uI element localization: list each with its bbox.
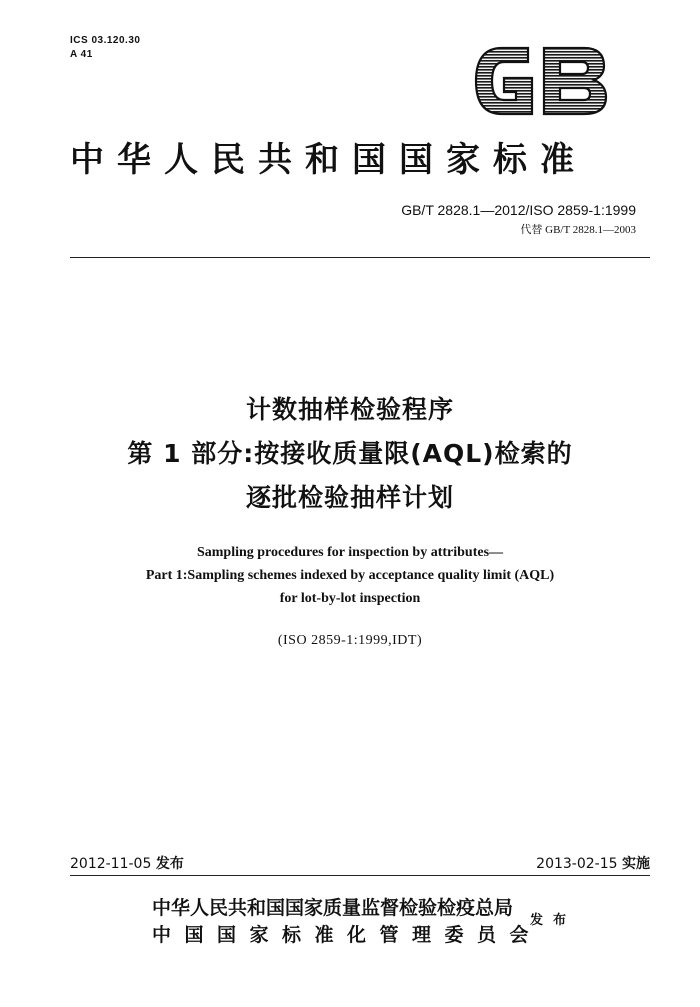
gb-logo	[470, 42, 612, 120]
header-divider	[70, 257, 650, 258]
english-title-line-1: Sampling procedures for inspection by attributes—	[196, 545, 504, 560]
chinese-title-line-3: 逐批检验抽样计划	[245, 483, 454, 512]
implement-date-block	[536, 853, 650, 873]
standard-type-heading: 中华人民共和国国家标准	[70, 140, 587, 180]
issue-date-block	[70, 853, 184, 873]
publish-label: 发布	[530, 913, 577, 928]
ics-code: ICS 03.120.30	[70, 35, 141, 46]
chinese-title-line-2: 第 1 部分:按接收质量限(AQL)检索的	[127, 439, 573, 468]
english-title-line-3: for lot-by-lot inspection	[279, 591, 421, 606]
ccs-code: A 41	[70, 49, 93, 60]
issuer-line-1: 中华人民共和国国家质量监督检验检疫总局	[152, 897, 514, 919]
implement-date: 2013-02-15	[536, 856, 618, 872]
replaces-standard: 代替 GB/T 2828.1—2003	[520, 224, 636, 236]
iso-equivalence: (ISO 2859-1:1999,IDT)	[277, 633, 423, 648]
issue-label: 发布	[155, 856, 184, 872]
footer-divider	[70, 875, 650, 876]
chinese-title-line-1: 计数抽样检验程序	[245, 395, 454, 424]
issuer-line-2: 中国国家标准化管理委员会	[152, 924, 543, 946]
issue-date: 2012-11-05	[70, 856, 152, 872]
english-title-line-2: Part 1:Sampling schemes indexed by acceptance quality limit (AQL)	[145, 568, 555, 583]
classification-codes	[70, 34, 140, 62]
implement-label: 实施	[622, 856, 650, 872]
standard-number: GB/T 2828.1—2012/ISO 2859-1:1999	[401, 202, 636, 218]
